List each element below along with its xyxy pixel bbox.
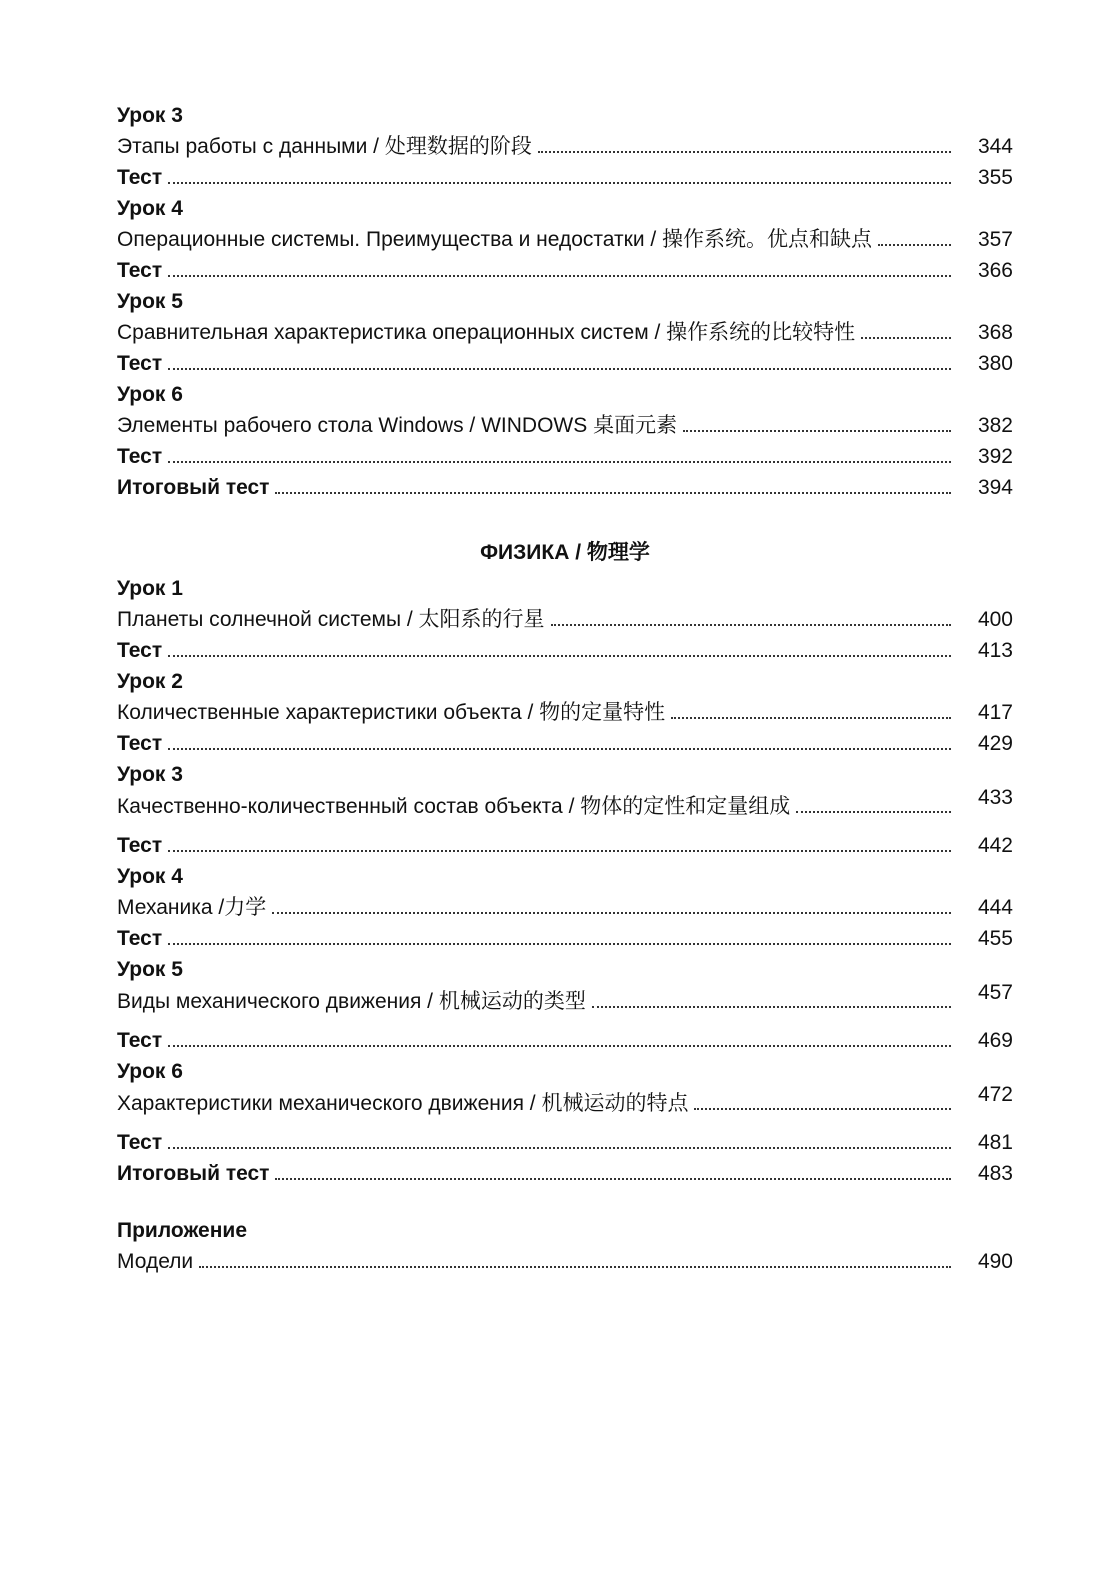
physics-lesson-3: [117, 759, 1013, 861]
lesson-heading: Урок 6: [117, 1060, 183, 1083]
dot-leader: [168, 182, 951, 184]
toc-entry-title: Виды механического движения / 机械运动的类型: [117, 990, 586, 1013]
dot-leader: [168, 748, 951, 750]
toc-page-number: 368: [977, 321, 1013, 344]
toc-test-label: Тест: [117, 352, 163, 375]
toc-page-number: 469: [977, 1029, 1013, 1052]
toc-test-label: Тест: [117, 166, 163, 189]
toc-page-number: 400: [977, 608, 1013, 631]
toc-entry[interactable]: [117, 892, 1013, 923]
toc-final-test-label: Итоговый тест: [117, 1162, 270, 1185]
toc-entry[interactable]: [117, 786, 1013, 830]
toc-page-number: 442: [977, 834, 1013, 857]
toc-entry-title: Этапы работы с данными / 处理数据的阶段: [117, 135, 532, 158]
informatics-final-test-entry[interactable]: [117, 472, 1013, 503]
toc-test-entry[interactable]: [117, 728, 1013, 759]
toc-entry-title: Операционные системы. Преимущества и недостатки / 操作系统。优点和缺点: [117, 228, 873, 251]
toc-page-number: 344: [977, 135, 1013, 158]
dot-leader: [861, 337, 951, 339]
toc-entry[interactable]: [117, 224, 1013, 255]
lesson-heading: Урок 2: [117, 670, 183, 693]
dot-leader: [168, 461, 951, 463]
toc-test-entry[interactable]: [117, 635, 1013, 666]
appendix-entry[interactable]: [117, 1246, 1013, 1277]
toc-entry-title: Сравнительная характеристика операционных систем / 操作系统的比较特性: [117, 321, 856, 344]
toc-page-number: 444: [977, 896, 1013, 919]
dot-leader: [168, 275, 951, 277]
toc-entry[interactable]: [117, 317, 1013, 348]
lesson-heading: Урок 3: [117, 763, 183, 786]
lesson-heading: Урок 1: [117, 577, 183, 600]
dot-leader: [275, 1178, 951, 1180]
dot-leader: [168, 1045, 951, 1047]
dot-leader: [168, 1147, 951, 1149]
toc-entry-title: Количественные характеристики объекта / 物的定量特性: [117, 701, 666, 724]
toc-test-label: Тест: [117, 1131, 163, 1154]
toc-test-entry[interactable]: [117, 441, 1013, 472]
toc-entry[interactable]: [117, 410, 1013, 441]
toc-final-test-label: Итоговый тест: [117, 476, 270, 499]
toc-page-number: 417: [977, 701, 1013, 724]
toc-test-entry[interactable]: [117, 923, 1013, 954]
toc-entry[interactable]: [117, 604, 1013, 635]
table-of-contents: [117, 100, 1013, 1277]
toc-test-label: Тест: [117, 834, 163, 857]
toc-test-entry[interactable]: [117, 255, 1013, 286]
toc-entry-title: Качественно-количественный состав объекта / 物体的定性和定量组成: [117, 795, 791, 818]
toc-entry[interactable]: [117, 131, 1013, 162]
toc-entry-title: Механика /力学: [117, 896, 267, 919]
toc-page-number: 429: [977, 732, 1013, 755]
toc-test-label: Тест: [117, 445, 163, 468]
dot-leader: [275, 492, 951, 494]
toc-entry-title: Модели: [117, 1250, 194, 1273]
physics-lesson-1: [117, 573, 1013, 666]
dot-leader: [168, 943, 951, 945]
toc-test-label: Тест: [117, 639, 163, 662]
dot-leader: [199, 1266, 951, 1268]
dot-leader: [168, 368, 951, 370]
toc-test-label: Тест: [117, 732, 163, 755]
toc-entry-title: Планеты солнечной системы / 太阳系的行星: [117, 608, 545, 631]
toc-page-number: 483: [977, 1162, 1013, 1185]
lesson-heading: Урок 6: [117, 383, 183, 406]
physics-lesson-2: [117, 666, 1013, 759]
lesson-heading: Урок 5: [117, 958, 183, 981]
toc-test-label: Тест: [117, 927, 163, 950]
dot-leader: [168, 655, 951, 657]
toc-test-entry[interactable]: [117, 1127, 1013, 1158]
toc-test-entry[interactable]: [117, 1025, 1013, 1056]
informatics-lesson-4: [117, 193, 1013, 286]
dot-leader: [592, 1006, 951, 1008]
physics-lesson-4: [117, 861, 1013, 954]
toc-page-number: 380: [977, 352, 1013, 375]
dot-leader: [551, 624, 951, 626]
dot-leader: [796, 811, 951, 813]
toc-test-label: Тест: [117, 1029, 163, 1052]
dot-leader: [538, 151, 951, 153]
informatics-lesson-5: [117, 286, 1013, 379]
toc-page-number: 433: [977, 786, 1013, 809]
lesson-heading: Урок 5: [117, 290, 183, 313]
toc-page-number: 455: [977, 927, 1013, 950]
toc-test-label: Тест: [117, 259, 163, 282]
toc-page-number: 355: [977, 166, 1013, 189]
spacer: [117, 1189, 1013, 1215]
toc-page-number: 490: [977, 1250, 1013, 1273]
toc-page-number: 481: [977, 1131, 1013, 1154]
informatics-lesson-3: [117, 100, 1013, 193]
toc-page-number: 457: [977, 981, 1013, 1004]
toc-entry-title: Элементы рабочего стола Windows / WINDOWS 桌面元素: [117, 414, 678, 437]
dot-leader: [272, 912, 951, 914]
dot-leader: [671, 717, 951, 719]
lesson-heading: Урок 4: [117, 197, 183, 220]
toc-entry-title: Характеристики механического движения / 机械运动的特点: [117, 1092, 689, 1115]
appendix-heading: Приложение: [117, 1219, 248, 1242]
toc-entry[interactable]: [117, 1083, 1013, 1127]
toc-page-number: 472: [977, 1083, 1013, 1106]
dot-leader: [878, 244, 951, 246]
toc-page-number: 382: [977, 414, 1013, 437]
lesson-heading: Урок 4: [117, 865, 183, 888]
section-title-physics: ФИЗИКА / 物理学: [480, 541, 650, 564]
toc-page-number: 394: [977, 476, 1013, 499]
physics-final-test-entry[interactable]: [117, 1158, 1013, 1189]
physics-lesson-6: [117, 1056, 1013, 1158]
dot-leader: [683, 430, 951, 432]
physics-lesson-5: [117, 954, 1013, 1056]
lesson-heading: Урок 3: [117, 104, 183, 127]
toc-test-entry[interactable]: [117, 830, 1013, 861]
toc-page-number: 366: [977, 259, 1013, 282]
dot-leader: [168, 850, 951, 852]
toc-page-number: 392: [977, 445, 1013, 468]
informatics-lesson-6: [117, 379, 1013, 472]
dot-leader: [694, 1108, 951, 1110]
toc-page-number: 413: [977, 639, 1013, 662]
toc-test-entry[interactable]: [117, 348, 1013, 379]
toc-test-entry[interactable]: [117, 162, 1013, 193]
toc-page-number: 357: [977, 228, 1013, 251]
toc-entry[interactable]: [117, 981, 1013, 1025]
toc-entry[interactable]: [117, 697, 1013, 728]
